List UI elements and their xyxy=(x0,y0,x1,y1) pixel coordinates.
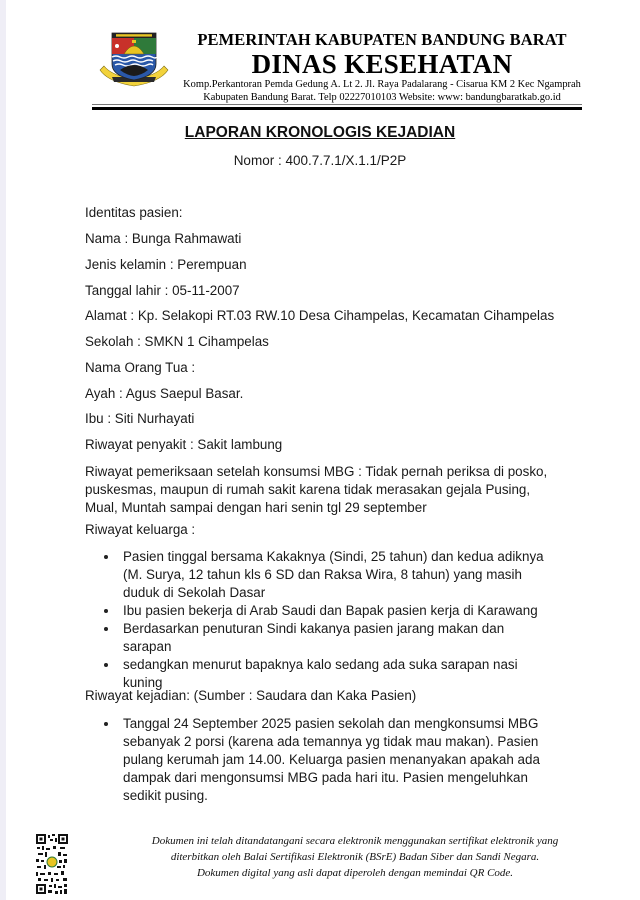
parents-label: Nama Orang Tua : xyxy=(85,360,196,375)
government-name: PEMERINTAH KABUPATEN BANDUNG BARAT xyxy=(197,30,567,49)
patient-name: Nama : Bunga Rahmawati xyxy=(85,231,242,246)
document-title: LAPORAN KRONOLOGIS KEJADIAN xyxy=(184,124,456,141)
bullet-icon xyxy=(104,722,108,726)
family-history-list xyxy=(85,548,555,692)
signature-note-line-2: diterbitkan oleh Balai Sertifikasi Elektronik (BSrE) Badan Siber dan Sandi Negara. xyxy=(170,851,540,863)
list-item: Ibu pasien bekerja di Arab Saudi dan Bapak pasien kerja di Karawang xyxy=(85,602,555,620)
list-item: Pasien tinggal bersama Kakaknya (Sindi, 25 tahun) dan kedua adiknya (M. Surya, 12 tahun kls 6 SD dan Raksa Wira, 8 tahun) yang masih duduk di Sekolah Dasar xyxy=(85,548,555,602)
letterhead-divider-thin xyxy=(92,104,582,105)
bullet-icon xyxy=(104,663,108,667)
patient-gender: Jenis kelamin : Perempuan xyxy=(85,257,247,272)
signature-note-line-3: Dokumen digital yang asli dapat diperoleh dengan memindai QR Code. xyxy=(196,867,514,879)
patient-school: Sekolah : SMKN 1 Cihampelas xyxy=(85,334,269,349)
incident-history-label: Riwayat kejadian: (Sumber : Saudara dan Kaka Pasien) xyxy=(85,688,417,703)
letterhead-divider-thick xyxy=(92,107,582,110)
patient-address: Alamat : Kp. Selakopi RT.03 RW.10 Desa Cihampelas, Kecamatan Cihampelas xyxy=(85,308,555,323)
department-name: DINAS KESEHATAN xyxy=(251,49,513,79)
qr-code-icon xyxy=(36,834,68,894)
father-name: Ayah : Agus Saepul Basar. xyxy=(85,386,244,401)
list-item: Berdasarkan penuturan Sindi kakanya pasien jarang makan dan sarapan xyxy=(85,620,555,656)
address-line-1: Komp.Perkantoran Pemda Gedung A. Lt 2. Jl. Raya Padalarang - Cisarua KM 2 Kec Ngamprah xyxy=(183,79,581,90)
letterhead xyxy=(182,30,582,104)
regency-coat-of-arms-icon xyxy=(98,30,170,90)
incident-history-list xyxy=(85,715,560,805)
list-item: Tanggal 24 September 2025 pasien sekolah dan mengkonsumsi MBG sebanyak 2 porsi (karena ada temannya yg tidak mau makan). Pasien pulang kerumah jam 14.00. Keluarga pasien menanyakan apakah ada dampak dari mengonsumsi MBG pada hari itu. Pasien mengeluhkan sedikit pusing. xyxy=(85,715,560,805)
exam-history: Riwayat pemeriksaan setelah konsumsi MBG : Tidak pernah periksa di posko, puskesmas, maupun di rumah sakit karena tidak merasakan gejala Pusing, Mual, Muntah sampai dengan hari senin tgl 29 september xyxy=(85,464,548,515)
document-number: Nomor : 400.7.7.1/X.1.1/P2P xyxy=(233,153,407,168)
patient-birth-date: Tanggal lahir : 05-11-2007 xyxy=(85,283,240,298)
bullet-icon xyxy=(104,555,108,559)
family-history-label: Riwayat keluarga : xyxy=(85,522,196,537)
mother-name: Ibu : Siti Nurhayati xyxy=(85,411,195,426)
patient-identity-label: Identitas pasien: xyxy=(85,205,183,220)
signature-note-line-1: Dokumen ini telah ditandatangani secara elektronik menggunakan sertifikat elektronik yang xyxy=(151,835,559,847)
list-item: sedangkan menurut bapaknya kalo sedang ada suka sarapan nasi kuning xyxy=(85,656,555,692)
bullet-icon xyxy=(104,609,108,613)
electronic-signature-note xyxy=(120,833,590,881)
bullet-icon xyxy=(104,627,108,631)
address-line-2: Kabupaten Bandung Barat. Telp 02227010103 Website: www: bandungbaratkab.go.id xyxy=(203,92,561,103)
illness-history: Riwayat penyakit : Sakit lambung xyxy=(85,437,283,452)
